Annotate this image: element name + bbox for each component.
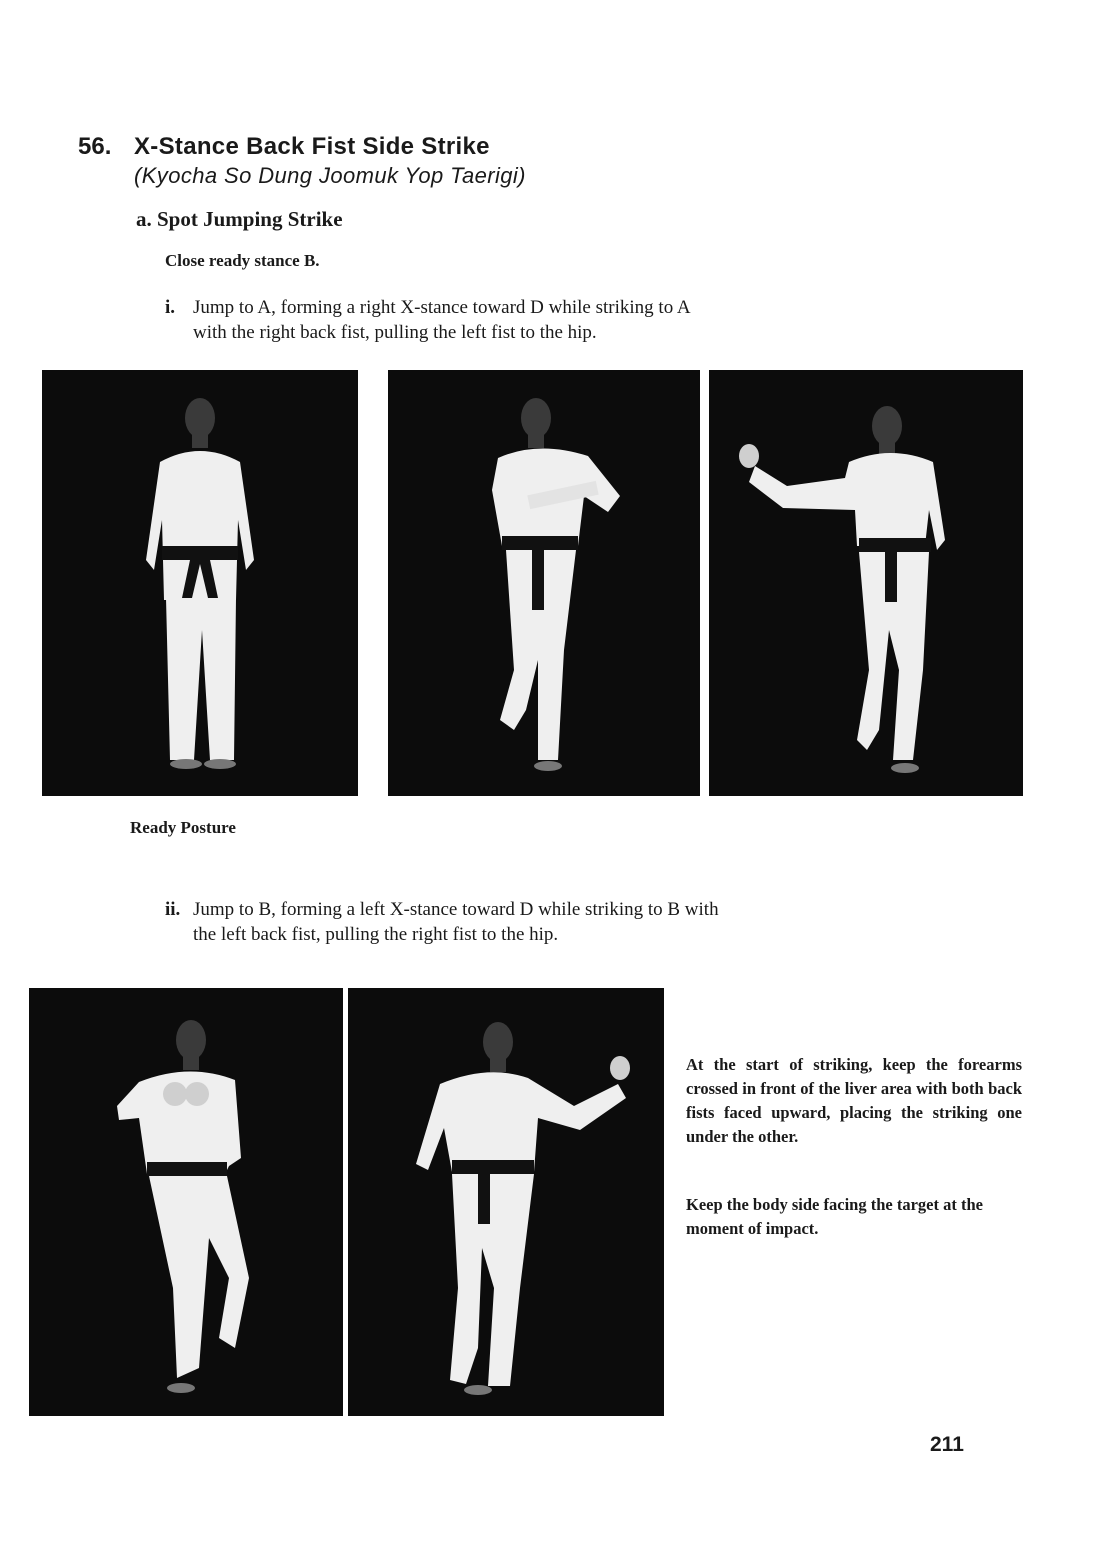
photo-step-i-start: [388, 370, 700, 796]
step-text-line1: Jump to A, forming a right X-stance toward D while striking to A: [193, 297, 691, 318]
step-marker: ii.: [165, 899, 181, 920]
section-heading: a. Spot Jumping Strike: [136, 207, 343, 231]
photo-step-ii-strike: [348, 988, 664, 1416]
photo-step-i-strike: [709, 370, 1023, 796]
step-ii: [165, 897, 935, 947]
page-number: 211: [930, 1433, 964, 1456]
technique-note-body-side: Keep the body side facing the target at the moment of impact.: [686, 1195, 983, 1238]
step-marker: i.: [165, 297, 176, 318]
step-text-line2: the left back fist, pulling the right fist to the hip.: [193, 924, 559, 945]
figure-step-ii-start-illustration: [29, 988, 343, 1416]
figure-step-ii-strike-illustration: [348, 988, 664, 1416]
photo-step-ii-start: [29, 988, 343, 1416]
technique-note-forearms: At the start of striking, keep the forearms crossed in front of the liver area with both back fists faced upward, placing the striking one under the other.: [686, 1055, 1022, 1146]
step-text-line1: Jump to B, forming a left X-stance toward D while striking to B with: [193, 899, 719, 920]
exercise-subtitle: (Kyocha So Dung Joomuk Yop Taerigi): [134, 163, 526, 188]
step-i: [165, 295, 935, 345]
photo-ready-posture: [42, 370, 358, 796]
exercise-title: X-Stance Back Fist Side Strike: [134, 133, 490, 160]
step-text-line2: with the right back fist, pulling the left fist to the hip.: [193, 322, 597, 343]
figure-step-i-strike-illustration: [709, 370, 1023, 796]
starting-stance: Close ready stance B.: [165, 251, 320, 270]
exercise-number: 56.: [78, 133, 112, 160]
figure-ready-posture-illustration: [42, 370, 358, 796]
figure-step-i-start-illustration: [388, 370, 700, 796]
photo-caption: Ready Posture: [130, 818, 236, 837]
